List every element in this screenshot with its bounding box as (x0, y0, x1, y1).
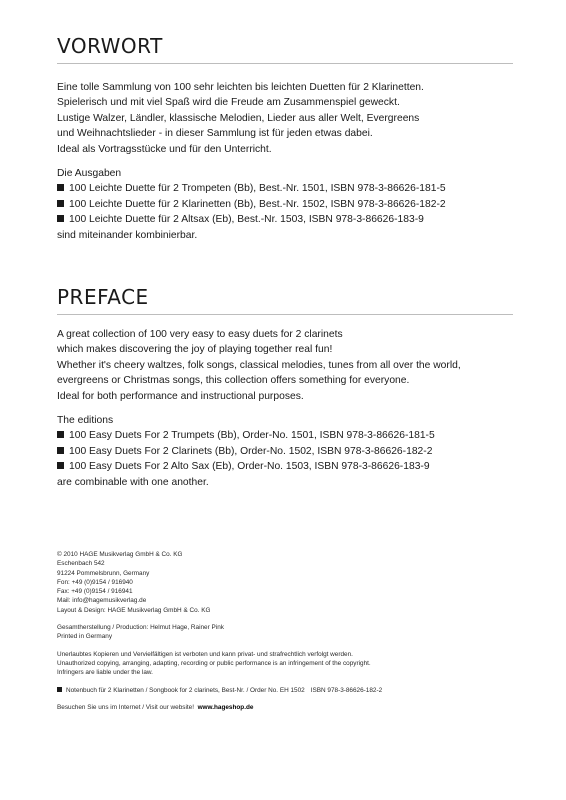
preface-intro-line: evergreens or Christmas songs, this collection offers something for everyone. (57, 375, 410, 387)
square-bullet-icon (57, 687, 62, 692)
imprint (57, 550, 513, 712)
imprint-line: Gesamtherstellung / Production: Helmut Hage, Rainer Pink (57, 624, 224, 632)
preface-closing: are combinable with one another. (57, 476, 209, 488)
imprint-line: Fax: +49 (0)9154 / 916941 (57, 588, 133, 596)
vorwort-title: VORWORT (57, 34, 163, 58)
website-link[interactable]: www.hageshop.de (197, 703, 254, 711)
catalog-line (57, 686, 513, 695)
list-item: 100 Leichte Duette für 2 Klarinetten (Bb), Best.-Nr. 1502, ISBN 978-3-86626-182-2 (57, 197, 513, 212)
legal-line: Infringers are liable under the law. (57, 669, 153, 677)
website-prefix: Besuchen Sie uns im Internet / Visit our website! (57, 703, 194, 711)
preface-intro-line: Ideal for both performance and instructional purposes. (57, 390, 304, 402)
imprint-line: Printed in Germany (57, 633, 113, 641)
square-bullet-icon (57, 200, 64, 207)
preface-intro (57, 327, 513, 404)
vorwort-editions-list (57, 181, 513, 227)
vorwort-rule (57, 63, 513, 64)
list-item: 100 Easy Duets For 2 Alto Sax (Eb), Order-No. 1503, ISBN 978-3-86626-183-9 (57, 459, 513, 474)
imprint-line: Fon: +49 (0)9154 / 916940 (57, 578, 133, 586)
vorwort-intro-line: Ideal als Vortragsstücke und für den Unterricht. (57, 143, 272, 155)
preface-editions-list (57, 428, 513, 474)
preface-section (57, 285, 513, 490)
preface-intro-line: A great collection of 100 very easy to easy duets for 2 clarinets (57, 329, 343, 340)
preface-intro-line: Whether it's cheery waltzes, folk songs, classical melodies, tunes from all over the world, (57, 359, 461, 371)
list-item: 100 Easy Duets For 2 Clarinets (Bb), Order-No. 1502, ISBN 978-3-86626-182-2 (57, 444, 513, 459)
square-bullet-icon (57, 184, 64, 191)
square-bullet-icon (57, 447, 64, 454)
vorwort-intro-line: Spielerisch und mit viel Spaß wird die Freude am Zusammenspiel geweckt. (57, 97, 400, 109)
vorwort-editions-heading: Die Ausgaben (57, 168, 122, 180)
list-item: 100 Leichte Duette für 2 Trompeten (Bb), Best.-Nr. 1501, ISBN 978-3-86626-181-5 (57, 181, 513, 196)
imprint-email[interactable]: Mail: info@hagemusikverlag.de (57, 597, 147, 605)
preface-rule (57, 314, 513, 315)
catalog-text: Notenbuch für 2 Klarinetten / Songbook for 2 clarinets, Best-Nr. / Order No. EH 1502 (66, 686, 305, 694)
list-item: 100 Easy Duets For 2 Trumpets (Bb), Order-No. 1501, ISBN 978-3-86626-181-5 (57, 428, 513, 443)
square-bullet-icon (57, 431, 64, 438)
square-bullet-icon (57, 462, 64, 469)
vorwort-intro-line: Lustige Walzer, Ländler, klassische Melodien, Lieder aus aller Welt, Evergreens (57, 112, 420, 124)
imprint-line: Layout & Design: HAGE Musikverlag GmbH & Co. KG (57, 606, 211, 614)
preface-title: PREFACE (57, 285, 149, 309)
list-item: 100 Leichte Duette für 2 Altsax (Eb), Best.-Nr. 1503, ISBN 978-3-86626-183-9 (57, 212, 513, 227)
legal-line: Unerlaubtes Kopieren und Vervielfältigen ist verboten und kann privat- und strafrechtlich verfolgt werden. (57, 650, 353, 658)
legal-line: Unauthorized copying, arranging, adapting, recording or public performance is an infringement of the copyright. (57, 659, 371, 667)
preface-editions-heading: The editions (57, 415, 114, 427)
vorwort-intro-line: Eine tolle Sammlung von 100 sehr leichten bis leichten Duetten für 2 Klarinetten. (57, 82, 424, 93)
imprint-line: Eschenbach 542 (57, 560, 105, 568)
catalog-isbn: ISBN 978-3-86626-182-2 (310, 686, 383, 694)
vorwort-closing: sind miteinander kombinierbar. (57, 229, 198, 241)
vorwort-section (57, 34, 513, 243)
website-line (57, 703, 513, 712)
imprint-line: © 2010 HAGE Musikverlag GmbH & Co. KG (57, 551, 183, 558)
vorwort-intro-line: und Weihnachtslieder - in dieser Sammlung ist für jeden etwas dabei. (57, 128, 373, 140)
vorwort-intro (57, 80, 513, 157)
square-bullet-icon (57, 215, 64, 222)
preface-intro-line: which makes discovering the joy of playing together real fun! (57, 344, 333, 356)
imprint-line: 91224 Pommelsbrunn, Germany (57, 569, 150, 577)
